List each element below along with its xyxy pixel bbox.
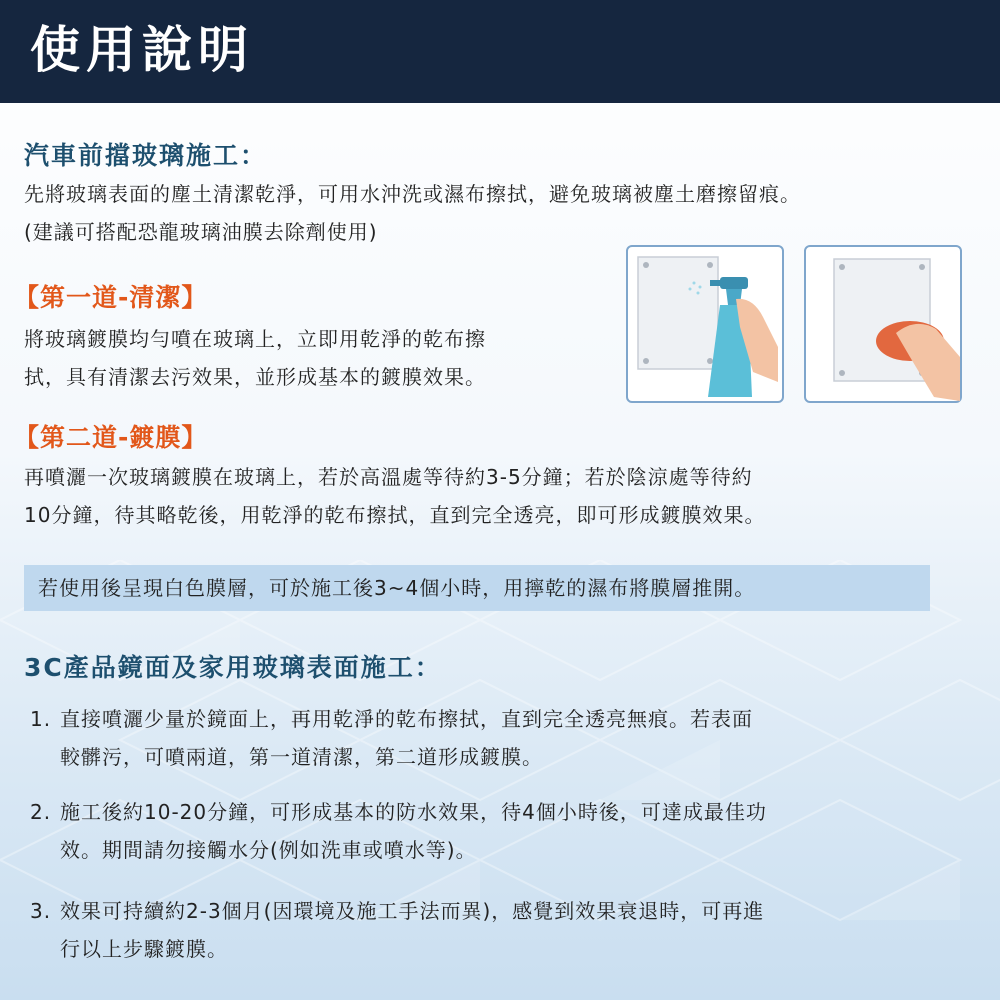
list-line: 效。期間請勿接觸水分(例如洗車或噴水等)。 xyxy=(60,838,477,862)
step2-line: 再噴灑一次玻璃鍍膜在玻璃上，若於高溫處等待約3-5分鐘；若於陰涼處等待約 xyxy=(24,465,753,489)
step1-text xyxy=(24,320,614,396)
list-line: 效果可持續約2-3個月(因環境及施工手法而異)，感覺到效果衰退時，可再進 xyxy=(60,899,765,923)
step2-text xyxy=(24,458,984,534)
list-number: 2. xyxy=(30,800,52,824)
step1-title: 【第一道-清潔】 xyxy=(14,283,208,312)
wiping-cloth-icon xyxy=(806,247,960,401)
step2-title: 【第二道-鍍膜】 xyxy=(14,423,208,452)
wipe-illustration xyxy=(804,245,962,403)
list-line: 施工後約10-20分鐘，可形成基本的防水效果，待4個小時後，可達成最佳功 xyxy=(60,800,767,824)
list-line: 行以上步驟鍍膜。 xyxy=(60,937,228,961)
step1-line: 拭，具有清潔去污效果，並形成基本的鍍膜效果。 xyxy=(24,365,486,389)
list-item xyxy=(30,793,950,869)
list-line: 直接噴灑少量於鏡面上，再用乾淨的乾布擦拭，直到完全透亮無痕。若表面 xyxy=(60,707,753,731)
tip-note: 若使用後呈現白色膜層，可於施工後3~4個小時，用擰乾的濕布將膜層推開。 xyxy=(24,565,930,611)
step2-line: 10分鐘，待其略乾後，用乾淨的乾布擦拭，直到完全透亮，即可形成鍍膜效果。 xyxy=(24,503,766,527)
home-section-title xyxy=(24,648,442,684)
step1-line: 將玻璃鍍膜均勻噴在玻璃上，立即用乾淨的乾布擦 xyxy=(24,327,486,351)
car-intro xyxy=(24,175,984,251)
list-number: 1. xyxy=(30,707,52,731)
page-title: 使用說明 xyxy=(30,21,254,79)
car-intro-line: (建議可搭配恐龍玻璃油膜去除劑使用) xyxy=(24,220,378,244)
header-bar xyxy=(0,0,1000,103)
list-line: 較髒污，可噴兩道，第一道清潔，第二道形成鍍膜。 xyxy=(60,745,543,769)
list-item xyxy=(30,892,950,968)
car-section-title: 汽車前擋玻璃施工： xyxy=(24,141,268,170)
list-item xyxy=(30,700,950,776)
car-intro-line: 先將玻璃表面的塵土清潔乾淨，可用水沖洗或濕布擦拭，避免玻璃被塵土磨擦留痕。 xyxy=(24,182,801,206)
home-section-title-text: 3C產品鏡面及家用玻璃表面施工： xyxy=(24,653,442,682)
spray-illustration xyxy=(626,245,784,403)
list-number: 3. xyxy=(30,899,52,923)
spray-bottle-icon xyxy=(628,247,782,401)
